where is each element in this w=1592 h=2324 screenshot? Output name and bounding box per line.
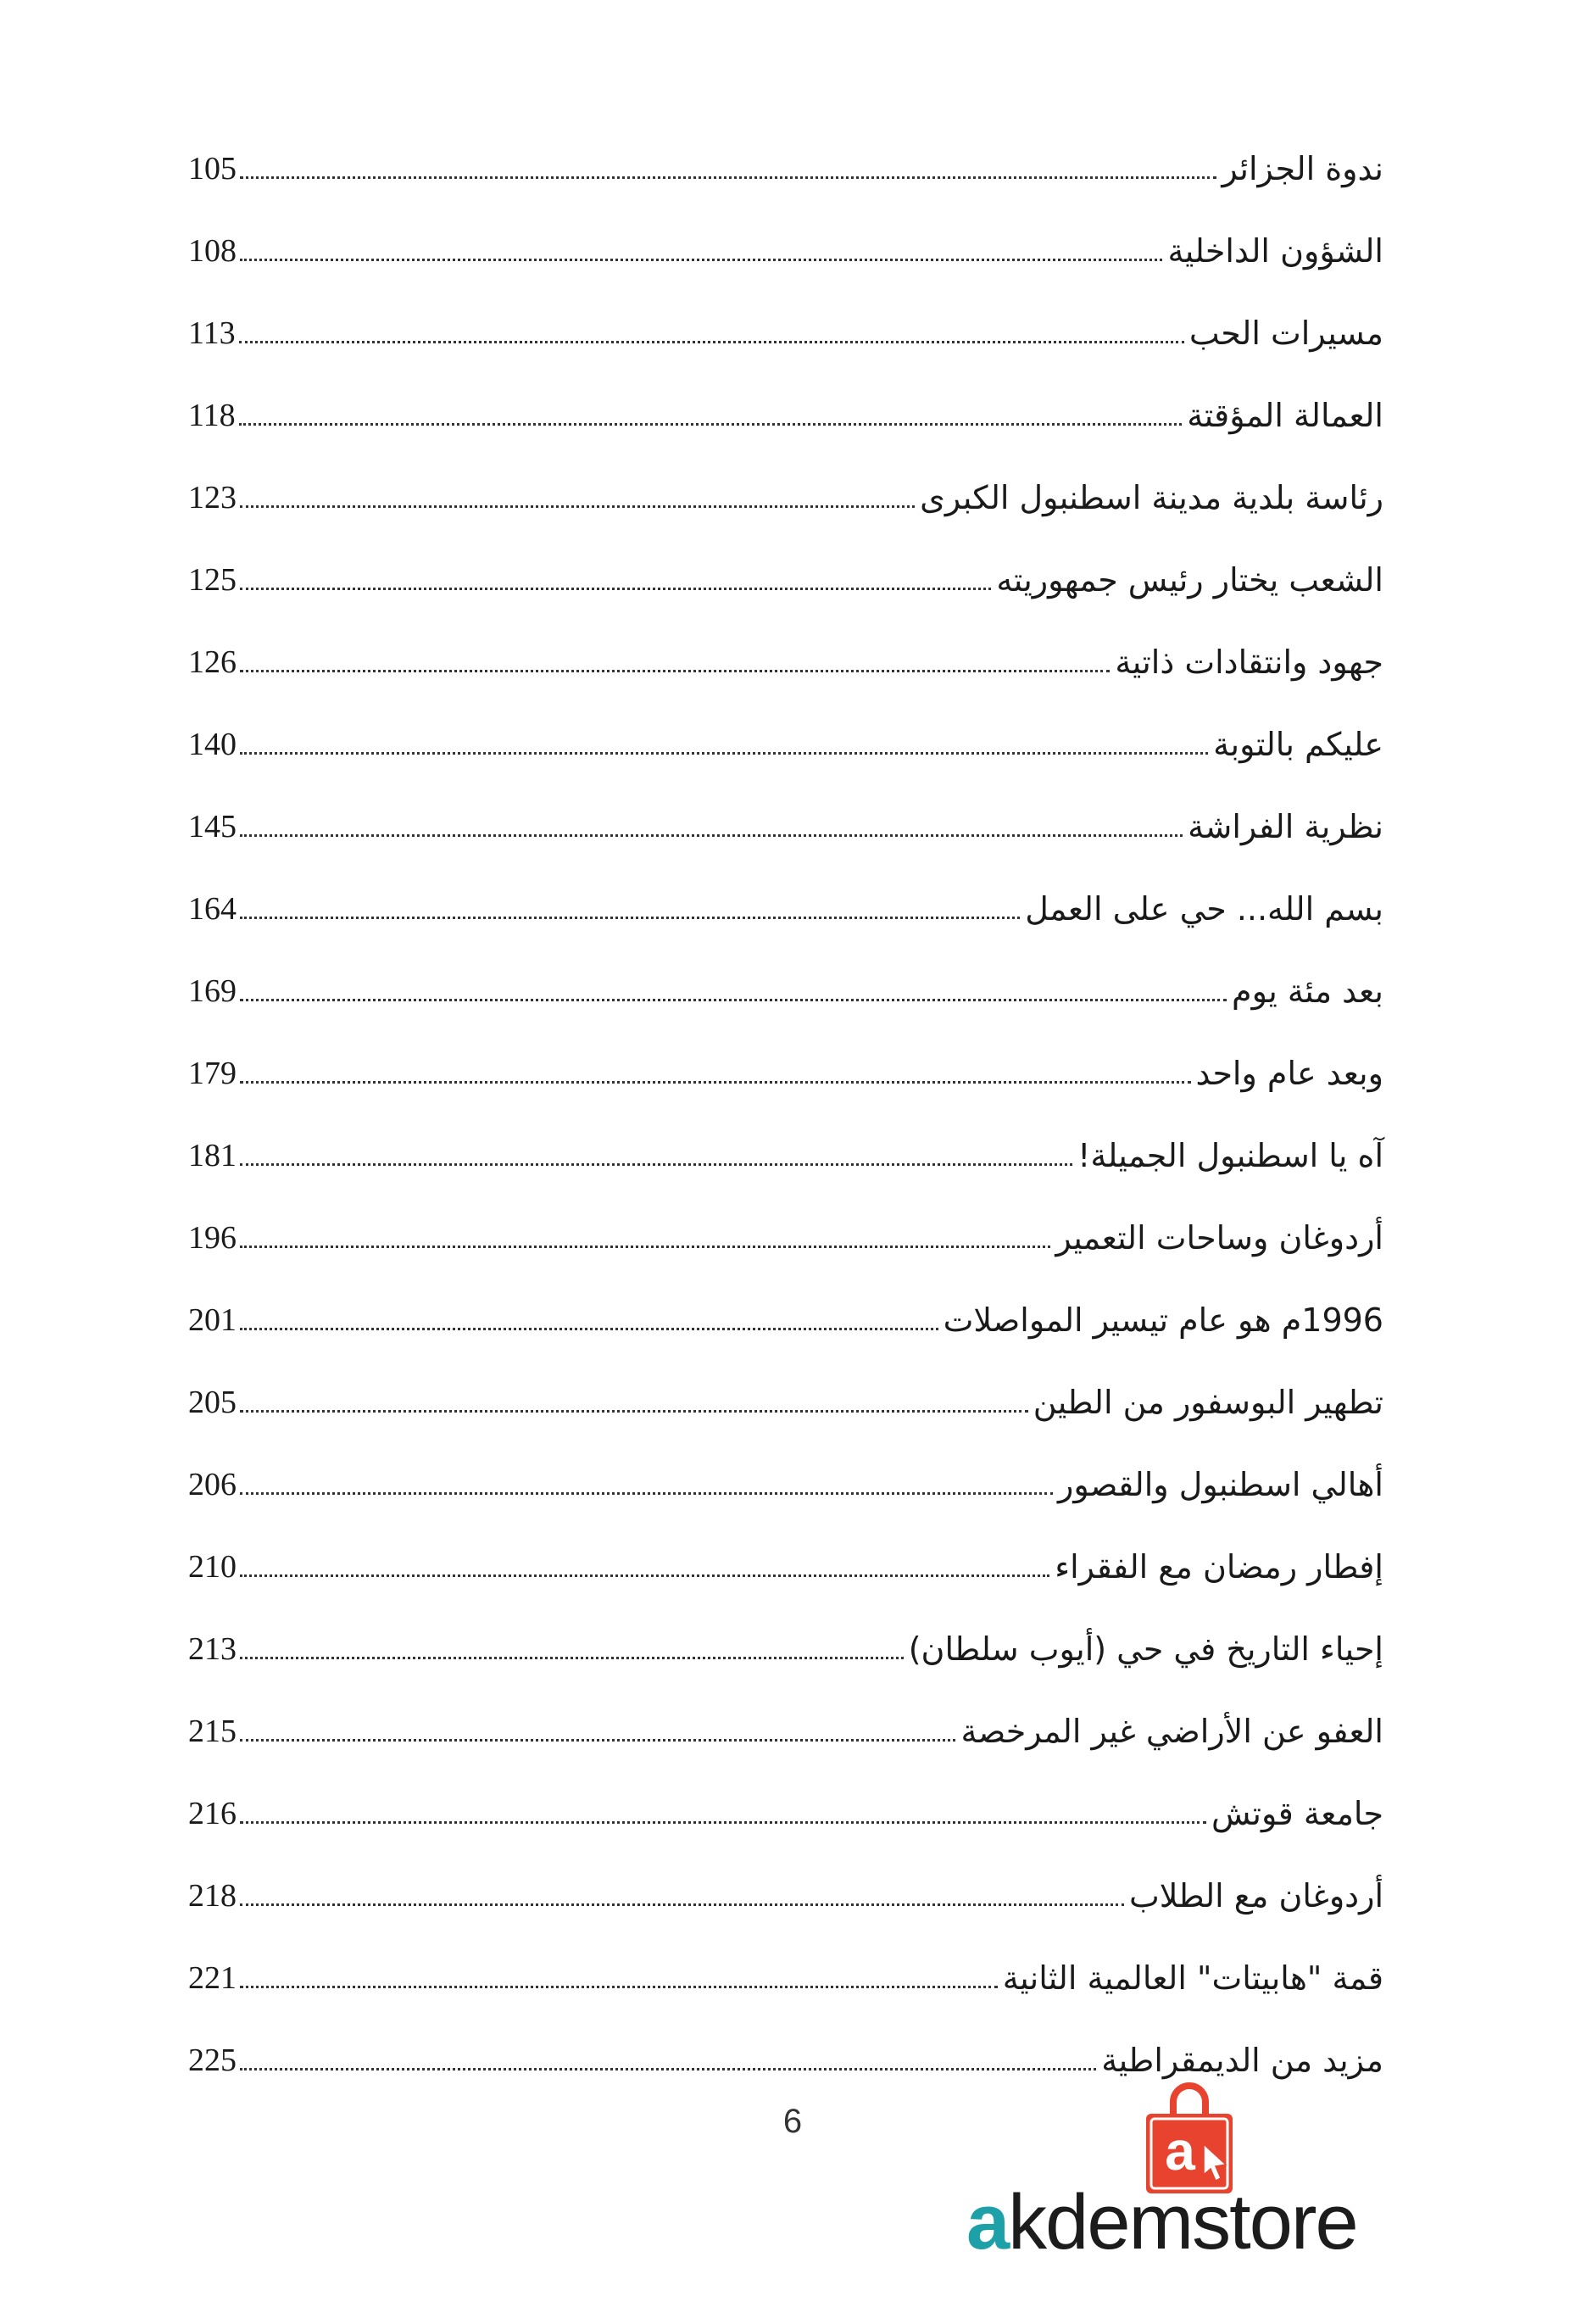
dot-leader: [239, 341, 1184, 343]
dot-leader: [240, 1081, 1191, 1084]
toc-title: رئاسة بلدية مدينة اسطنبول الكبرى: [920, 478, 1383, 516]
toc-title: بعد مئة يوم: [1232, 972, 1383, 1010]
toc-entry: [188, 1772, 1383, 1854]
toc-page-number: 125: [188, 561, 237, 598]
toc-entry: [188, 1361, 1383, 1443]
toc-page-number: 123: [188, 479, 237, 516]
toc-page-number: 140: [188, 726, 237, 762]
dot-leader: [240, 1657, 904, 1659]
dot-leader: [240, 2068, 1096, 2070]
toc-title: وبعد عام واحد: [1195, 1054, 1383, 1092]
toc-title: عليكم بالتوبة: [1213, 725, 1383, 763]
toc-page-number: 113: [188, 315, 236, 351]
toc-entry: [188, 292, 1383, 374]
toc-page-number: 164: [188, 890, 237, 927]
toc-title: الشعب يختار رئيس جمهوريته: [996, 560, 1383, 599]
toc-entry: [188, 1525, 1383, 1608]
toc-title: إحياء التاريخ في حي (أيوب سلطان): [908, 1630, 1383, 1668]
toc-entry: [188, 703, 1383, 785]
dot-leader: [240, 505, 915, 508]
dot-leader: [240, 999, 1227, 1001]
dot-leader: [240, 1492, 1053, 1495]
toc-page-number: 201: [188, 1301, 237, 1338]
toc-page-number: 216: [188, 1795, 237, 1831]
dot-leader: [240, 259, 1162, 261]
logo-letter: a: [1165, 2121, 1195, 2182]
toc-title: أردوغان وساحات التعمير: [1055, 1218, 1383, 1257]
toc-title: 1996م هو عام تيسير المواصلات: [943, 1301, 1383, 1339]
toc-title: مسيرات الحب: [1188, 314, 1383, 352]
toc-page-number: 225: [188, 2042, 237, 2078]
toc-entry: [188, 456, 1383, 538]
toc-entry: [188, 538, 1383, 621]
toc-title: جامعة قوتش: [1211, 1794, 1383, 1832]
toc-title: ندوة الجزائر: [1222, 149, 1383, 187]
toc-entry: [188, 209, 1383, 292]
toc-page-number: 108: [188, 232, 237, 269]
dot-leader: [240, 1986, 998, 1988]
toc-page-number: 210: [188, 1548, 237, 1585]
table-of-contents: [188, 127, 1383, 2101]
toc-page-number: 205: [188, 1384, 237, 1420]
toc-title: الشؤون الداخلية: [1167, 231, 1383, 270]
toc-entry: [188, 1114, 1383, 1196]
toc-entry: [188, 127, 1383, 209]
brand-rest: kdemstore: [1008, 2179, 1357, 2265]
toc-entry: [188, 867, 1383, 950]
page-number: 6: [782, 2103, 803, 2140]
dot-leader: [240, 1163, 1072, 1166]
dot-leader: [240, 917, 1020, 919]
toc-page-number: 169: [188, 973, 237, 1009]
dot-leader: [240, 1574, 1049, 1577]
toc-entry: [188, 374, 1383, 456]
brand-letter: a: [966, 2179, 1009, 2265]
toc-title: آه يا اسطنبول الجميلة!: [1077, 1136, 1383, 1174]
toc-page-number: 179: [188, 1055, 237, 1091]
toc-title: إفطار رمضان مع الفقراء: [1055, 1547, 1383, 1586]
toc-entry: [188, 621, 1383, 703]
toc-page-number: 118: [188, 397, 236, 433]
toc-title: تطهير البوسفور من الطين: [1033, 1383, 1383, 1421]
toc-title: قمة "هابيتات" العالمية الثانية: [1002, 1959, 1383, 1997]
toc-title: جهود وانتقادات ذاتية: [1115, 643, 1383, 681]
toc-title: العمالة المؤقتة: [1187, 396, 1383, 434]
toc-page-number: 196: [188, 1219, 237, 1256]
toc-title: مزيد من الديمقراطية: [1101, 2041, 1383, 2079]
dot-leader: [240, 1328, 938, 1330]
toc-entry: [188, 1608, 1383, 1690]
toc-entry: [188, 1443, 1383, 1525]
brand-logo-text: [966, 2179, 1441, 2265]
toc-title: نظرية الفراشة: [1188, 807, 1383, 845]
dot-leader: [240, 588, 991, 590]
dot-leader: [240, 1739, 955, 1742]
toc-page-number: 221: [188, 1959, 237, 1996]
dot-leader: [240, 752, 1208, 755]
toc-page-number: 218: [188, 1877, 237, 1914]
dot-leader: [240, 176, 1216, 179]
toc-page-number: 126: [188, 644, 237, 680]
toc-title: العفو عن الأراضي غير المرخصة: [960, 1712, 1383, 1750]
toc-page-number: 181: [188, 1137, 237, 1173]
dot-leader: [240, 1246, 1050, 1248]
dot-leader: [240, 1903, 1124, 1906]
toc-entry: [188, 1854, 1383, 1937]
toc-page-number: 105: [188, 150, 237, 187]
toc-entry: [188, 1196, 1383, 1279]
toc-entry: [188, 1690, 1383, 1772]
toc-entry: [188, 785, 1383, 867]
toc-title: بسم الله... حي على العمل: [1025, 889, 1383, 928]
toc-page-number: 215: [188, 1713, 237, 1749]
toc-entry: [188, 1279, 1383, 1361]
dot-leader: [240, 1410, 1028, 1413]
toc-entry: [188, 1937, 1383, 2019]
toc-page-number: 206: [188, 1466, 237, 1502]
dot-leader: [240, 1821, 1206, 1824]
toc-entry: [188, 950, 1383, 1032]
toc-entry: [188, 1032, 1383, 1114]
dot-leader: [239, 423, 1183, 426]
toc-page-number: 213: [188, 1630, 237, 1667]
toc-title: أردوغان مع الطلاب: [1128, 1876, 1383, 1914]
dot-leader: [240, 834, 1183, 837]
dot-leader: [240, 670, 1110, 672]
toc-page-number: 145: [188, 808, 237, 844]
toc-title: أهالي اسطنبول والقصور: [1058, 1465, 1383, 1503]
